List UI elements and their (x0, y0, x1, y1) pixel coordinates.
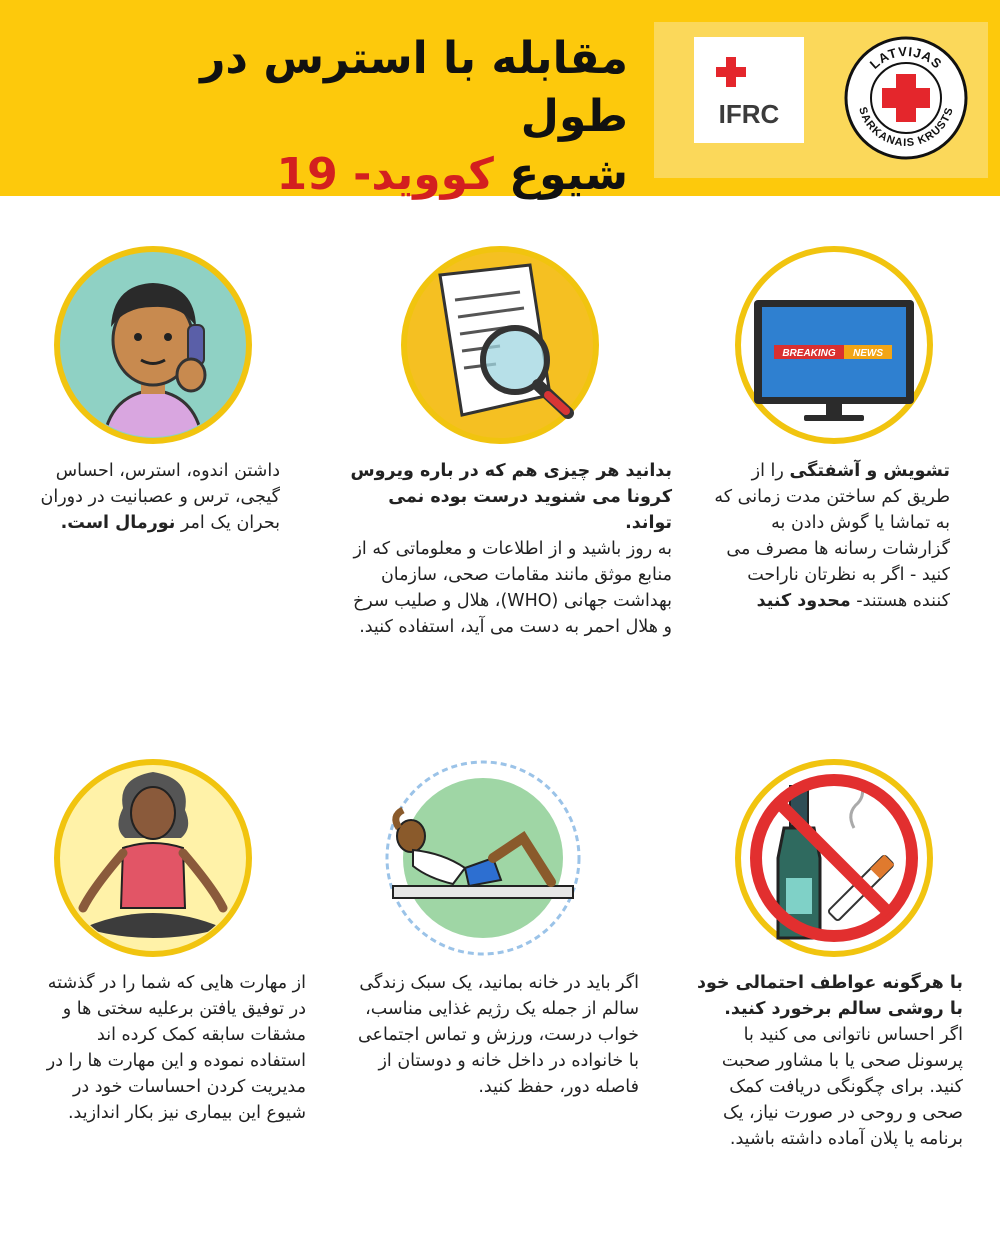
card-4-heading: با هرگونه عواطف احتمالی خود با روشی سالم برخورد کنید. (696, 973, 963, 1019)
card-3-icon (53, 245, 253, 445)
title-line-2 (158, 146, 628, 204)
ifrc-logo-text: IFRC (718, 99, 780, 129)
card-1-lead: تشویش و آشفتگی (789, 461, 950, 481)
document-magnifier-icon (400, 245, 600, 445)
card-2-heading: بدانید هر چیزی هم که در باره ویروس کرونا می شنوید درست بوده نمی تواند. (350, 461, 672, 533)
card-1-text (712, 458, 950, 614)
card-4-text (693, 970, 963, 1152)
header-band (0, 0, 1000, 200)
card-4-icon (734, 758, 934, 958)
logo-panel (654, 22, 988, 178)
tv-badge-breaking: BREAKING (782, 348, 836, 359)
page-title (158, 30, 628, 204)
card-6-text (44, 970, 306, 1126)
meditation-woman-icon (53, 758, 253, 958)
card-1-tail: محدود کنید (756, 591, 851, 611)
card-2-body: به روز باشید و از اطلاعات و معلوماتی که از منابع موثق مانند مقامات صحی، سازمان بهداشت جهانی (WHO)، هلال و صلیب سرخ و هلال احمر به دست می آید، استفاده کنید. (352, 539, 672, 637)
lrk-logo-bottom-text: SARKANAIS KRUSTS (856, 105, 956, 150)
news-tv-icon (734, 245, 934, 445)
card-6-body: از مهارت هایی که شما را در گذشته در توفیق یافتن برعلیه سختی ها و مشقات سابقه کمک کرده اند استفاده نموده و این مهارت ها را در مدیریت کردن احساسات خود در شیوع این بیماری نیز بکار اندازید. (46, 973, 306, 1123)
card-3-text (24, 458, 280, 536)
tv-badge-news: NEWS (853, 348, 883, 359)
card-5-body: اگر باید در خانه بمانید، یک سبک زندگی سالم از جمله یک رژیم غذایی مناسب، خواب درست، ورزش و تماس اجتماعی با خانواده در داخل خانه و دوستان از فاصله دور، حفظ کنید. (357, 973, 639, 1097)
card-1-icon (734, 245, 934, 445)
ifrc-logo (694, 37, 804, 143)
title-word-outbreak: شیوع (509, 149, 628, 200)
latvian-red-cross-logo (844, 36, 968, 160)
card-3-tail: نورمال است. (60, 513, 176, 533)
card-5-text (349, 970, 639, 1100)
card-4-body: اگر احساس ناتوانی می کنید با پرسونل صحی یا با مشاور صحبت کنید. برای چگونگی دریافت کمک صحی و روحی در صورت نیاز، یک برنامه یا پلان آماده داشته باشید. (721, 1025, 963, 1149)
card-1-body: را از طریق کم ساختن مدت زمانی که به تماشا یا گوش دادن به گزارشات رسانه ها مصرف می کنید - اگر به نظرتان ناراحت کننده هستند- (714, 461, 950, 611)
lrk-logo-top-text: LATVIJAS (866, 43, 946, 72)
no-alcohol-no-smoking-icon (734, 758, 934, 958)
exercise-situp-icon (383, 758, 583, 958)
person-on-phone-icon (53, 245, 253, 445)
card-2-icon (400, 245, 600, 445)
card-2-text (346, 458, 672, 640)
title-line-1: مقابله با استرس در طول (200, 33, 628, 142)
card-5-icon (383, 758, 583, 958)
card-3-body: داشتن اندوه، استرس، احساس گیجی، ترس و عصبانیت در دوران بحران یک امر (40, 461, 280, 533)
title-covid: کووید- 19 (276, 149, 494, 200)
card-6-icon (53, 758, 253, 958)
